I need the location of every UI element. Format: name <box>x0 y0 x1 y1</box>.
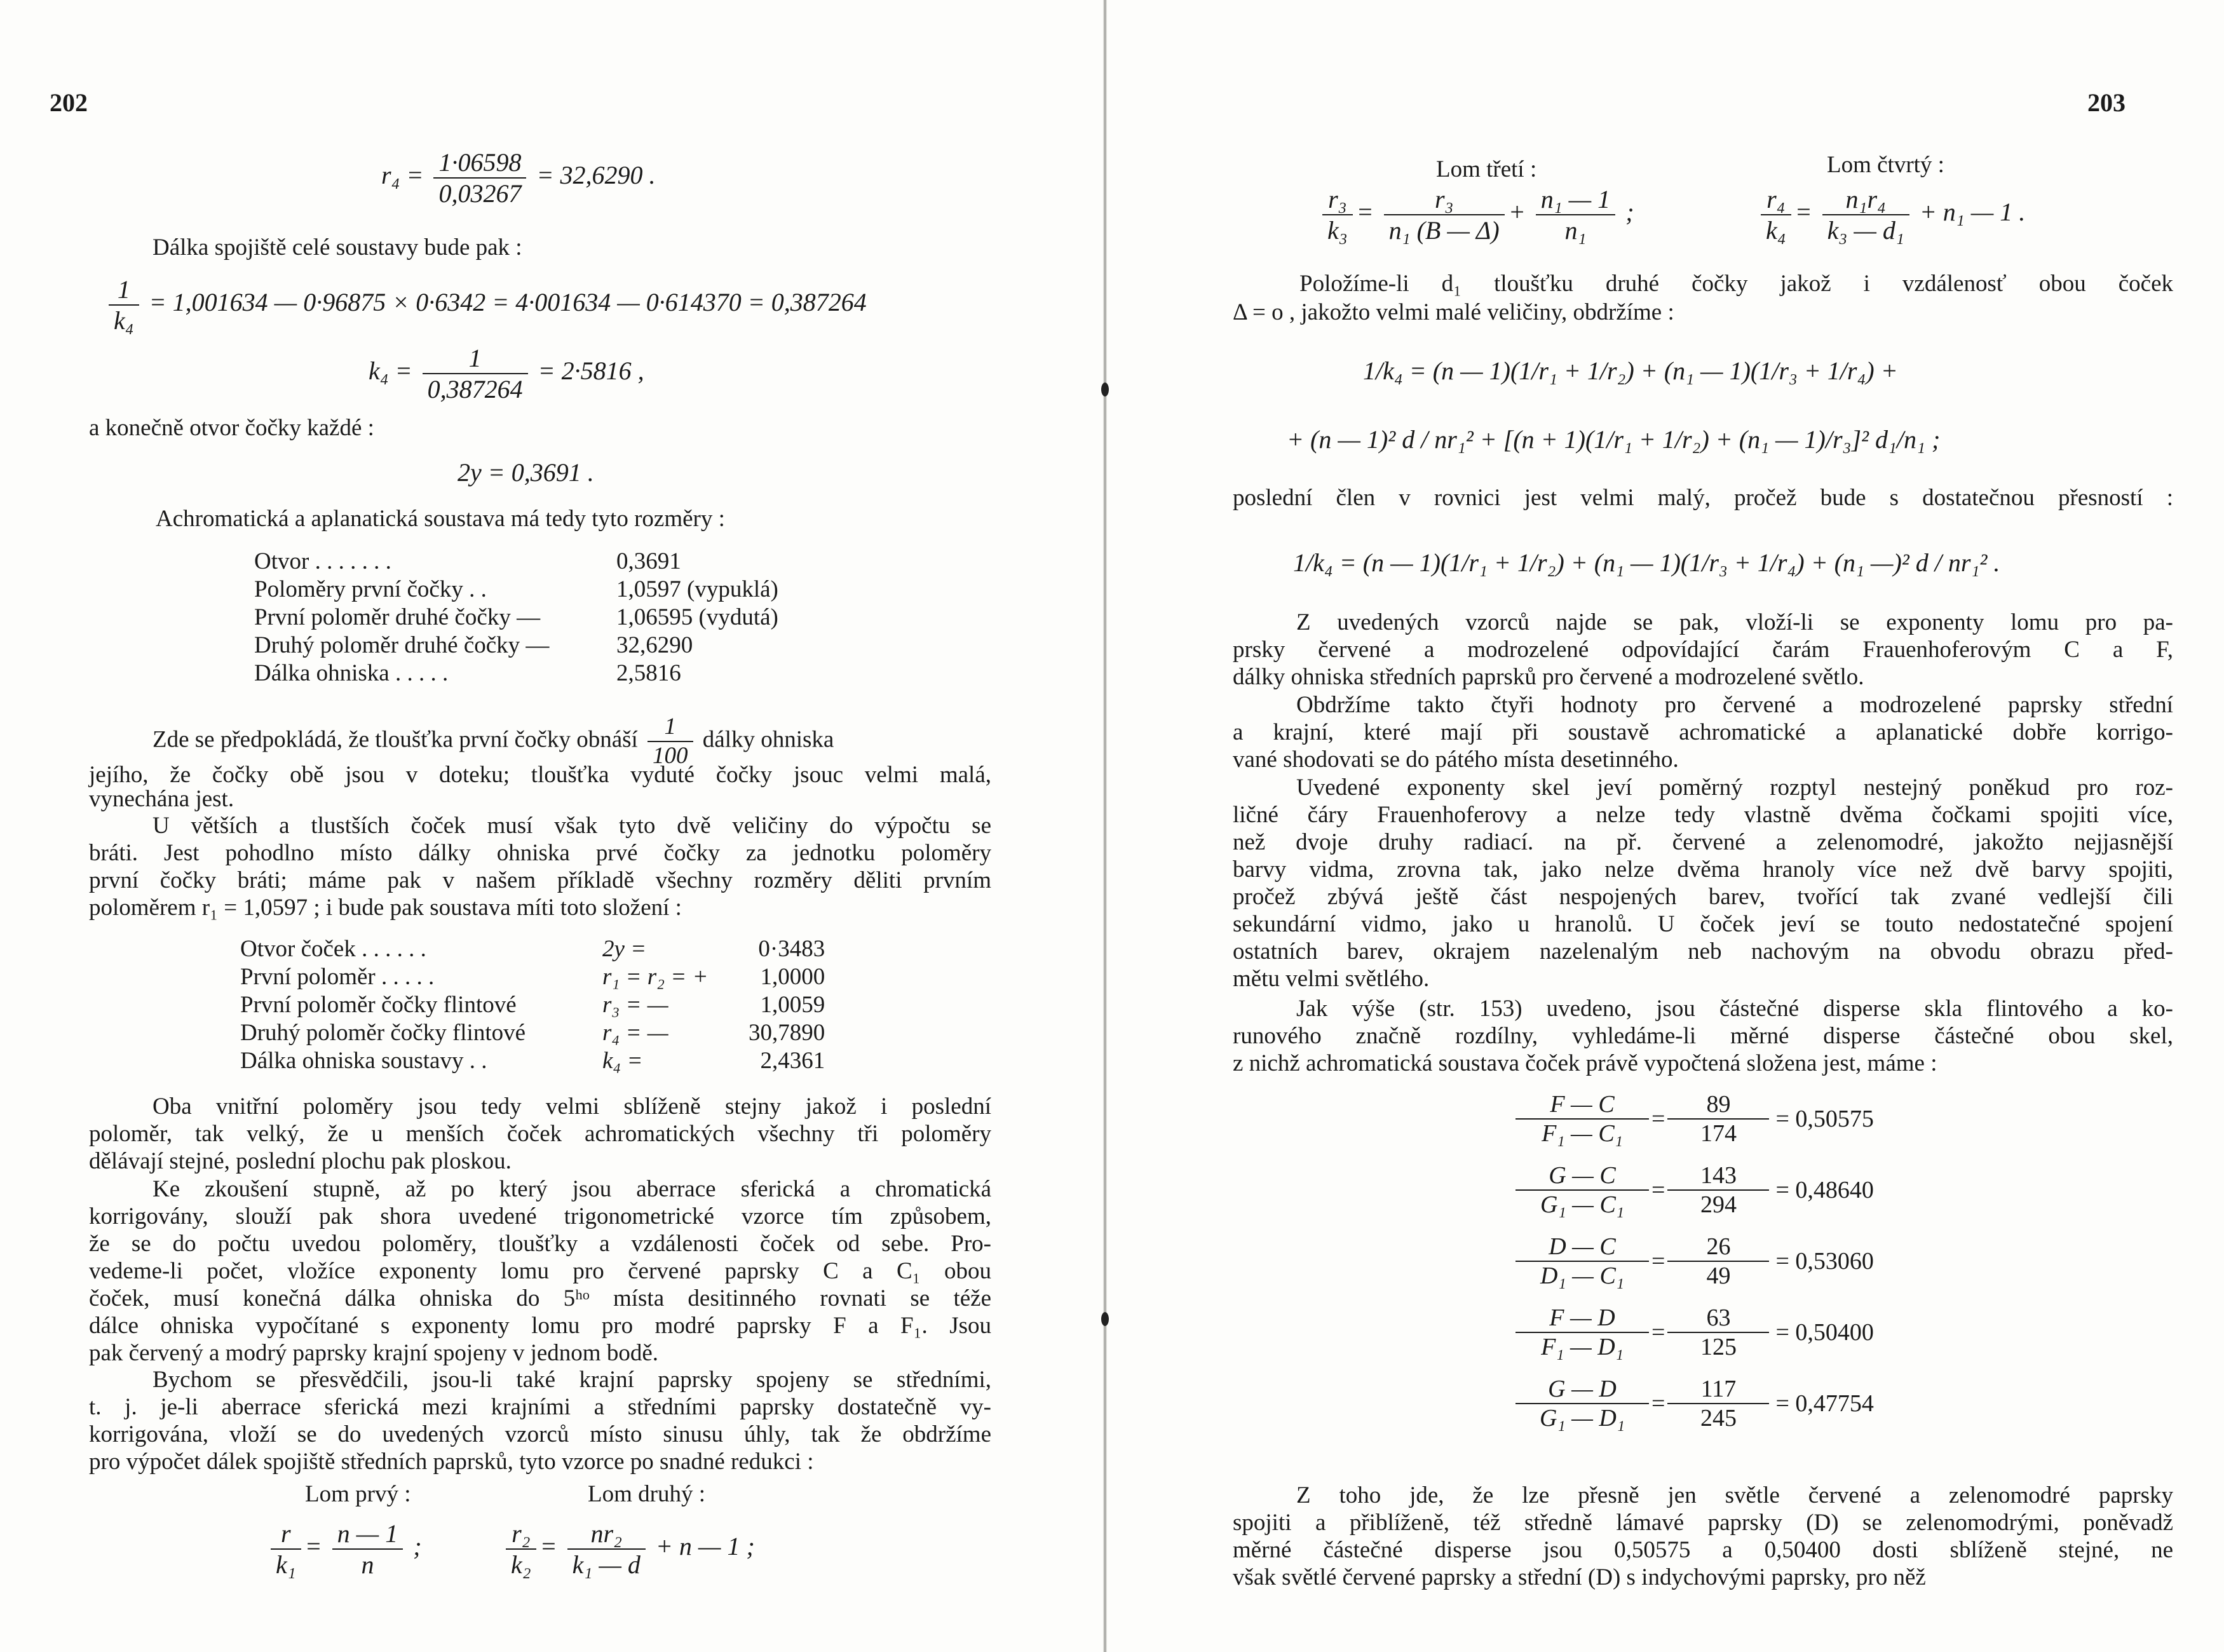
paragraph-line: prsky červené a modrozelené odpovídající čarám Frauenhoferovým C a F, <box>1233 637 2173 663</box>
denominator: G₁ — D₁ <box>1539 1405 1625 1432</box>
paragraph-line: poloměrem r₁ = 1,0597 ; i bude pak soustava míti toto složení : <box>89 895 682 921</box>
paragraph-line: vedeme-li počet, vložíce exponenty lomu pro červené paprsky C a C₁ obou <box>89 1258 991 1284</box>
paragraph-line: dálky ohniska středních paprsků pro červené a modrozelené světlo. <box>1233 664 1864 690</box>
section-title-lom-1: Lom prvý : <box>305 1481 411 1507</box>
text-line: Položíme-li d₁ tloušťku druhé čočky jakož i vzdálenosť obou čoček <box>1299 271 2173 297</box>
text-line: Dálka spojiště celé soustavy bude pak : <box>153 234 522 261</box>
paragraph-line: první čočky bráti; máme pak v našem příkladě všechny rozměry děliti prvním <box>89 867 991 893</box>
text-line: Achromatická a aplanatická soustava má tedy tyto rozměry : <box>156 506 725 532</box>
numerator: D — C <box>1515 1233 1649 1262</box>
page-right <box>1109 0 2224 1652</box>
paragraph-line: Jak výše (str. 153) uvedeno, jsou částečné disperse skla flintového a ko- <box>1296 996 2173 1022</box>
equation-2y: 2y = 0,3691 . <box>458 458 594 487</box>
fraction: $\frac{1}{100}$ <box>648 713 693 770</box>
text-line: poslední člen v rovnici jest velmi malý, pročež bude s dostatečnou přesností : <box>1233 485 2173 511</box>
ratio-result: = 0,48640 <box>1775 1177 1874 1203</box>
section-title-lom-2: Lom druhý : <box>588 1481 705 1507</box>
numerator: 26 <box>1667 1233 1769 1262</box>
dispersion-row <box>1515 1154 1874 1226</box>
equation-lom-4: $\frac{\text{r₄}}{\text{k₄}}$ = $\frac{\text{n₁r₄}}{\text{k₃ — d₁}}$ + n₁ — 1 . <box>1757 184 2025 245</box>
equals-sign: = <box>1651 1248 1665 1275</box>
page-left <box>0 0 1106 1652</box>
row-label: První poloměr čočky flintové <box>240 992 517 1018</box>
ratio-result: = 0,50400 <box>1775 1319 1874 1346</box>
fraction: $\frac{1}{0,387264}$ <box>423 343 528 404</box>
fraction <box>1667 1233 1769 1290</box>
dispersion-row <box>1515 1297 1874 1368</box>
paragraph-line: ostatních barev, okrajem nazelenalým neb nachovým na obvodu obrazu před- <box>1233 938 2173 965</box>
equation-lom-3: $\frac{\text{r₃}}{\text{k₃}}$ = $\frac{\text{r₃}}{\text{n₁ (B — Δ)}}$ + $\frac{\text{n₁ — 1}}{\text{n₁}}$ ; <box>1319 184 1634 245</box>
text-line: Δ = o , jakožto velmi malé veličiny, obdržíme : <box>1233 299 1674 325</box>
paragraph-line: Bychom se přesvědčili, jsou-li také krajní paprsky spojeny se středními, <box>153 1367 991 1393</box>
page-number: 202 <box>50 88 88 117</box>
table-row <box>240 1019 831 1047</box>
row-label: Dálka ohniska soustavy . . <box>240 1048 487 1074</box>
row-value: 0,3691 <box>616 548 681 574</box>
row-value: 0·3483 <box>758 936 825 962</box>
fraction <box>1667 1161 1769 1219</box>
fraction: $\frac{1}{\text{k₄}}$ <box>109 274 139 335</box>
paragraph-line: než dvoje druhy radiací. na př. červené a zelenomodré, jakožto nejjasnější <box>1233 829 2173 855</box>
table-row <box>240 963 831 991</box>
ratio-result: = 0,53060 <box>1775 1248 1874 1275</box>
fraction <box>1515 1304 1649 1361</box>
numerator: 143 <box>1667 1161 1769 1191</box>
paragraph-line: však světlé červené paprsky a střední (D) s indychovými paprsky, pro něž <box>1233 1564 1926 1590</box>
denominator: 245 <box>1700 1405 1737 1432</box>
row-label: První poloměr . . . . . <box>240 964 435 990</box>
section-title-lom-4: Lom čtvrtý : <box>1827 152 1944 178</box>
row-symbol: k₄ = <box>602 1048 643 1074</box>
table-row <box>254 576 785 604</box>
paragraph-line: Uvedené exponenty skel jeví poměrný rozptyl nestejný poněkud pro roz- <box>1296 775 2173 801</box>
denominator: 49 <box>1706 1263 1731 1289</box>
table-row <box>240 991 831 1019</box>
row-value: 1,0597 (vypuklá) <box>616 576 778 602</box>
paragraph-line: Oba vnitřní poloměry jsou tedy velmi sblíženě stejny jakož i poslední <box>153 1093 991 1120</box>
row-value: 1,0059 <box>760 992 825 1018</box>
fraction <box>1515 1161 1649 1219</box>
row-label: Poloměry první čočky . . <box>254 576 487 602</box>
paragraph-line: jejího, že čočky obě jsou v doteku; tloušťka vyduté čočky jsouc velmi malá, <box>89 762 991 788</box>
text-line: a konečně otvor čočky každé : <box>89 415 374 441</box>
paragraph-line: U větších a tlustších čoček musí však tyto dvě veličiny do výpočtu se <box>153 813 991 839</box>
denominator: F₁ — C₁ <box>1542 1120 1623 1147</box>
numerator: G — D <box>1515 1375 1649 1404</box>
paragraph-line: Z uvedených vzorců najde se pak, vloží-li se exponenty lomu pro pa- <box>1296 609 2173 635</box>
paragraph-line: Z toho jde, že lze přesně jen světle červené a zelenomodré paprsky <box>1296 1482 2173 1508</box>
table-row <box>254 604 785 632</box>
composition-table <box>240 935 831 1075</box>
denominator: 125 <box>1700 1334 1737 1360</box>
paragraph-line: vané shodovati se do pátého místa desetinného. <box>1233 747 1679 773</box>
paragraph-line: barvy vidma, zrovna tak, jako nelze dvěma hranoly více než dvě barvy spojiti, <box>1233 856 2173 883</box>
paragraph-line: sekundární vidmo, jako u hranolů. U čoček jeví se touto nedostatečné spojení <box>1233 911 2173 937</box>
paragraph-line: bráti. Jest pohodlno místo dálky ohniska prvé čočky za jednotku poloměry <box>89 840 991 866</box>
numerator: 63 <box>1667 1304 1769 1333</box>
equation-long-line-1: 1/k₄ = (n — 1)(1/r₁ + 1/r₂) + (n₁ — 1)(1/r₃ + 1/r₄) + <box>1363 356 1898 385</box>
fraction <box>1515 1090 1649 1148</box>
paragraph-line: čoček, musí konečná dálka ohniska do 5ʰᵒ místa desitinného rovnati se téže <box>89 1285 991 1311</box>
denominator: F₁ — D₁ <box>1541 1334 1624 1360</box>
paragraph-line: vynechána jest. <box>89 786 234 812</box>
row-value: 2,4361 <box>760 1048 825 1074</box>
numerator: G — C <box>1515 1161 1649 1191</box>
numerator: F — D <box>1515 1304 1649 1333</box>
row-label: Otvor čoček . . . . . . <box>240 936 426 962</box>
paragraph-line: z nichž achromatická soustava čoček právě vypočtená složena jest, máme : <box>1233 1050 1937 1076</box>
fraction <box>1515 1233 1649 1290</box>
row-label: Dálka ohniska . . . . . <box>254 660 449 686</box>
equals-sign: = <box>1651 1177 1665 1203</box>
denominator: 294 <box>1700 1191 1737 1218</box>
denominator: 174 <box>1700 1120 1737 1147</box>
equation-lom-1: $\frac{r}{\text{k₁}}$ = $\frac{n — 1}{n}$ ; <box>267 1519 422 1580</box>
paragraph-line: měrné částečné disperse jsou 0,50575 a 0,50400 dosti sblíženě stejné, ne <box>1233 1537 2173 1563</box>
denominator: D₁ — C₁ <box>1540 1263 1624 1289</box>
fraction <box>1667 1375 1769 1432</box>
row-label: První poloměr druhé čočky — <box>254 604 541 630</box>
equals-sign: = <box>1651 1390 1665 1417</box>
row-symbol: 2y = <box>602 936 647 962</box>
dispersion-row <box>1515 1226 1874 1297</box>
paragraph-line: a krajní, které mají při soustavě achromatické a aplanatické dobře korrigo- <box>1233 719 2173 745</box>
equation-r4: r₄ = $\frac{1\cdot 06598}{0,03267}$ = 32,6290 . <box>381 148 656 208</box>
paragraph-line: spojiti a přiblíženě, též středně lámavé paprsky (D) se zelenomodrými, poněvadž <box>1233 1510 2173 1536</box>
row-value: 32,6290 <box>616 632 693 658</box>
paragraph-line: dělávají stejné, poslední plochu pak ploskou. <box>89 1148 512 1174</box>
paragraph-line: korrigovány, slouží pak shora uvedené trigonometrické vzorce tím způsobem, <box>89 1203 991 1229</box>
equals-sign: = <box>1651 1106 1665 1132</box>
composition-table-body <box>240 935 831 1075</box>
row-label: Otvor . . . . . . . <box>254 548 391 574</box>
table-row <box>254 548 785 576</box>
equation-lom-2: $\frac{\text{r₂}}{\text{k₂}}$ = $\frac{\text{nr₂}}{\text{k₁ — d}}$ + n — 1 ; <box>502 1519 755 1580</box>
paragraph-line: dálce ohniska vypočítané s exponenty lomu pro modré paprsky F a F₁. Jsou <box>89 1313 991 1339</box>
equation-short: 1/k₄ = (n — 1)(1/r₁ + 1/r₂) + (n₁ — 1)(1/r₃ + 1/r₄) + (n₁ —)² d / nr₁² . <box>1293 548 2000 577</box>
paragraph-line: pak červený a modrý paprsky krajní spojeny v jednom bodě. <box>89 1340 658 1366</box>
dimensions-table <box>254 548 785 687</box>
dispersion-row <box>1515 1368 1874 1439</box>
paragraph-line: runového značně rozdílny, vyhledáme-li měrné disperse částečné obou skel, <box>1233 1023 2173 1049</box>
paragraph-line: Obdržíme takto čtyři hodnoty pro červené a modrozelené paprsky střední <box>1296 692 2173 718</box>
dispersion-row <box>1515 1083 1874 1154</box>
paragraph-line: korrigována, vloží se do uvedených vzorců místo sinusu úhly, tak že obdržíme <box>89 1421 991 1447</box>
row-value: 1,0000 <box>760 964 825 990</box>
table-row <box>254 632 785 660</box>
row-symbol: r₃ = — <box>602 992 668 1018</box>
numerator: 89 <box>1667 1090 1769 1120</box>
paragraph-line: mětu velmi světlého. <box>1233 966 1430 992</box>
row-value: 1,06595 (vydutá) <box>616 604 778 630</box>
paragraph-line: pročež zbývá ještě část nespojených barev, tvořící tak zvané vedlejší čili <box>1233 884 2173 910</box>
equation-k4: k₄ = $\frac{1}{0,387264}$ = 2·5816 , <box>369 344 644 403</box>
row-symbol: r₁ = r₂ = + <box>602 964 709 990</box>
row-label: Druhý poloměr druhé čočky — <box>254 632 550 658</box>
numerator: F — C <box>1515 1090 1649 1120</box>
paragraph-line: Zde se předpokládá, že tloušťka první čočky obnáší $\frac{1}{100}$ dálky ohniska <box>153 714 834 769</box>
equals-sign: = <box>1651 1319 1665 1346</box>
fraction <box>1515 1375 1649 1432</box>
section-title-lom-3: Lom třetí : <box>1436 156 1537 182</box>
denominator: G₁ — C₁ <box>1540 1191 1624 1218</box>
equation-long-line-2: + (n — 1)² d / nr₁² + [(n + 1)(1/r₁ + 1/r₂) + (n₁ — 1)/r₃]² d₁/n₁ ; <box>1287 425 1941 454</box>
ratio-result: = 0,50575 <box>1775 1106 1874 1132</box>
paragraph-line: že se do počtu uvedou poloměry, tloušťky a vzdálenosti čoček od sebe. Pro- <box>89 1231 991 1257</box>
fraction: $\frac{1\cdot 06598}{0,03267}$ <box>433 147 526 208</box>
table-row <box>240 1047 831 1075</box>
table-row <box>240 935 831 963</box>
row-value: 2,5816 <box>616 660 681 686</box>
row-label: Druhý poloměr čočky flintové <box>240 1020 526 1046</box>
paragraph-line: pro výpočet dálek spojiště středních paprsků, tyto vzorce po snadné redukci : <box>89 1449 814 1475</box>
table-row <box>254 660 785 687</box>
paragraph-line: t. j. je-li aberrace sferická mezi krajními a středními paprsky dostatečně vy- <box>89 1394 991 1420</box>
row-value: 30,7890 <box>749 1020 825 1046</box>
dimensions-table-body <box>254 548 785 687</box>
row-symbol: r₄ = — <box>602 1020 668 1046</box>
paragraph-line: ličné čáry Frauenhoferovy a nelze tedy vlastně dvěma čočkami spojiti více, <box>1233 802 2173 828</box>
equation-1-over-k4: $\frac{1}{\text{k₄}}$ = 1,001634 — 0·96875 × 0·6342 = 4·001634 — 0·614370 = 0,387264 <box>105 274 867 335</box>
paragraph-line: poloměr, tak velký, že u menších čoček achromatických všechny tři poloměry <box>89 1121 991 1147</box>
fraction <box>1667 1304 1769 1361</box>
partial-dispersion-ratios <box>1515 1083 1874 1439</box>
numerator: 117 <box>1667 1375 1769 1404</box>
ratio-result: = 0,47754 <box>1775 1390 1874 1417</box>
fraction <box>1667 1090 1769 1148</box>
page-number: 203 <box>2087 88 2126 117</box>
paragraph-line: Ke zkoušení stupně, až po který jsou aberrace sferická a chromatická <box>153 1176 991 1202</box>
